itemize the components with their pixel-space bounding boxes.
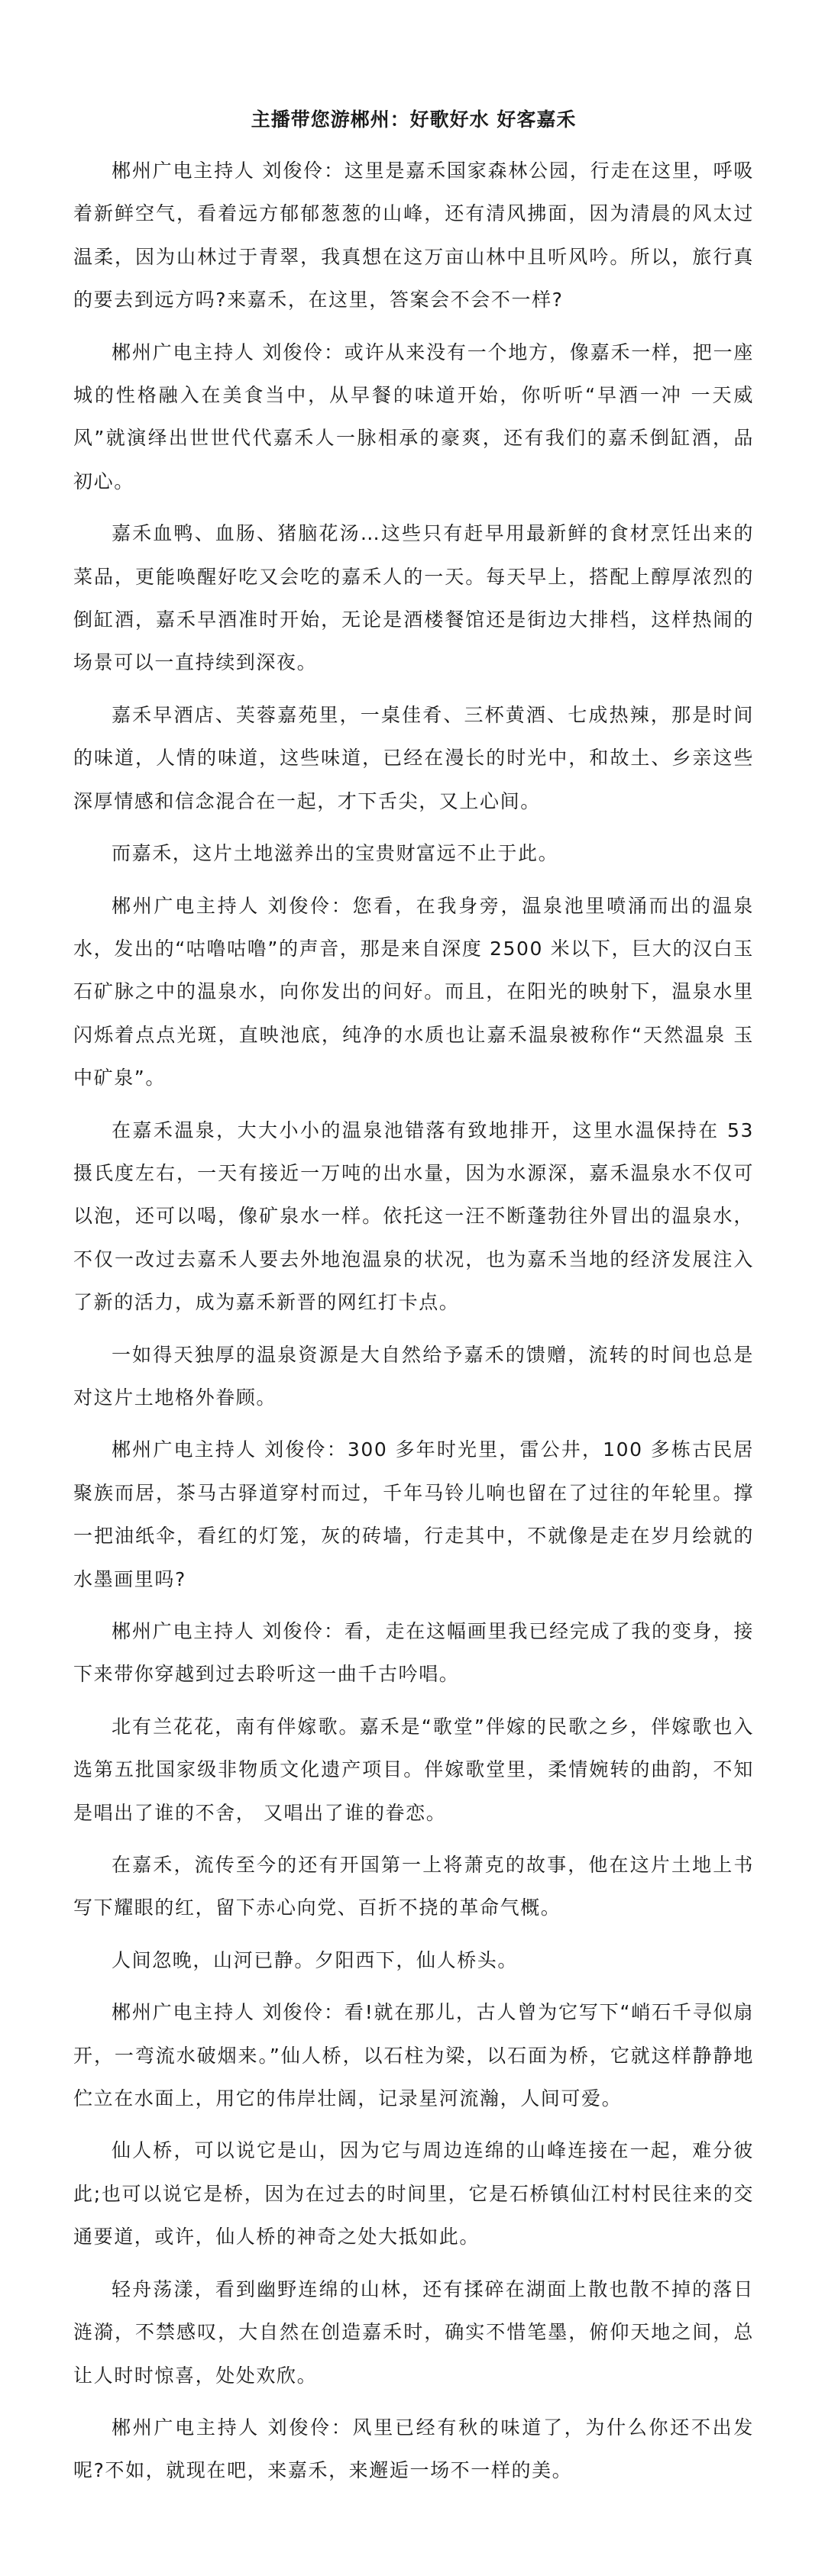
paragraph: 在嘉禾，流传至今的还有开国第一上将萧克的故事，他在这片土地上书写下耀眼的红，留下赤心向党、百折不挠的革命气概。 — [73, 1854, 754, 1919]
paragraph: 郴州广电主持人 刘俊伶：或许从来没有一个地方，像嘉禾一样，把一座城的性格融入在美食当中，从早餐的味道开始，你听听“早酒一冲 一天威风”就演绎出世世代代嘉禾人一脉相承的豪爽，还有我们的嘉禾倒缸酒，品初心。 — [73, 341, 754, 492]
paragraph: 郴州广电主持人 刘俊伶：这里是嘉禾国家森林公园，行走在这里，呼吸着新鲜空气，看着远方郁郁葱葱的山峰，还有清风拂面，因为清晨的风太过温柔，因为山林过于青翠，我真想在这万亩山林中且听风吟。所以，旅行真的要去到远方吗?来嘉禾，在这里，答案会不会不一样? — [73, 160, 754, 312]
paragraph: 郴州广电主持人 刘俊伶：300 多年时光里，雷公井，100 多栋古民居聚族而居，茶马古驿道穿村而过，千年马铃儿响也留在了过往的年轮里。撑一把油纸伞，看红的灯笼，灰的砖墙，行走其中，不就像是走在岁月绘就的水墨画里吗? — [73, 1438, 754, 1590]
paragraph: 而嘉禾，这片土地滋养出的宝贵财富远不止于此。 — [112, 842, 559, 865]
paragraph: 嘉禾血鸭、血肠、猪脑花汤…这些只有赶早用最新鲜的食材烹饪出来的菜品，更能唤醒好吃又会吃的嘉禾人的一天。每天早上，搭配上醇厚浓烈的倒缸酒，嘉禾早酒准时开始，无论是酒楼餐馆还是街边大排档，这样热闹的场景可以一直持续到深夜。 — [73, 522, 754, 674]
paragraph: 郴州广电主持人 刘俊伶：看!就在那儿，古人曾为它写下“峭石千寻似扇开，一弯流水破烟来。”仙人桥，以石柱为梁，以石面为桥，它就这样静静地伫立在水面上，用它的伟岸壮阔，记录星河流瀚，人间可爱。 — [73, 2001, 754, 2110]
paragraph: 人间忽晚，山河已静。夕阳西下，仙人桥头。 — [112, 1948, 519, 1971]
article-body — [73, 150, 754, 2493]
paragraph: 在嘉禾温泉，大大小小的温泉池错落有致地排开，这里水温保持在 53 摄氏度左右，一天有接近一万吨的出水量，因为水源深，嘉禾温泉水不仅可以泡，还可以喝，像矿泉水一样。依托这一汪不断蓬勃往外冒出的温泉水，不仅一改过去嘉禾人要去外地泡温泉的状况，也为嘉禾当地的经济发展注入了新的活力，成为嘉禾新晋的网红打卡点。 — [73, 1119, 754, 1314]
paragraph: 轻舟荡漾，看到幽野连绵的山林，还有揉碎在湖面上散也散不掉的落日涟漪，不禁感叹，大自然在创造嘉禾时，确实不惜笔墨，俯仰天地之间，总让人时时惊喜，处处欢欣。 — [73, 2277, 754, 2387]
article-title: 主播带您游郴州：好歌好水 好客嘉禾 — [251, 108, 577, 131]
paragraph: 郴州广电主持人 刘俊伶：您看，在我身旁，温泉池里喷涌而出的温泉水，发出的“咕噜咕噜”的声音，那是来自深度 2500 米以下，巨大的汉白玉石矿脉之中的温泉水，向你发出的问好。而且，在阳光的映射下，温泉水里闪烁着点点光斑，直映池底，纯净的水质也让嘉禾温泉被称作“天然温泉 玉中矿泉”。 — [73, 894, 754, 1089]
paragraph: 北有兰花花，南有伴嫁歌。嘉禾是“歌堂”伴嫁的民歌之乡，伴嫁歌也入选第五批国家级非物质文化遗产项目。伴嫁歌堂里，柔情婉转的曲韵，不知是唱出了谁的不舍， 又唱出了谁的眷恋。 — [73, 1715, 754, 1824]
paragraph: 郴州广电主持人 刘俊伶：风里已经有秋的味道了，为什么你还不出发呢?不如，就现在吧，来嘉禾，来邂逅一场不一样的美。 — [73, 2416, 754, 2482]
paragraph: 一如得天独厚的温泉资源是大自然给予嘉禾的馈赠，流转的时间也总是对这片土地格外眷顾。 — [73, 1343, 754, 1409]
paragraph: 嘉禾早酒店、芙蓉嘉苑里，一桌佳肴、三杯黄酒、七成热辣，那是时间的味道，人情的味道，这些味道，已经在漫长的时光中，和故土、乡亲这些深厚情感和信念混合在一起，才下舌尖，又上心间。 — [73, 703, 754, 812]
paragraph: 郴州广电主持人 刘俊伶：看，走在这幅画里我已经完成了我的变身，接下来带你穿越到过去聆听这一曲千古吟唱。 — [73, 1620, 754, 1686]
paragraph: 仙人桥，可以说它是山，因为它与周边连绵的山峰连接在一起，难分彼此;也可以说它是桥，因为在过去的时间里，它是石桥镇仙江村村民往来的交通要道，或许，仙人桥的神奇之处大抵如此。 — [73, 2139, 754, 2248]
